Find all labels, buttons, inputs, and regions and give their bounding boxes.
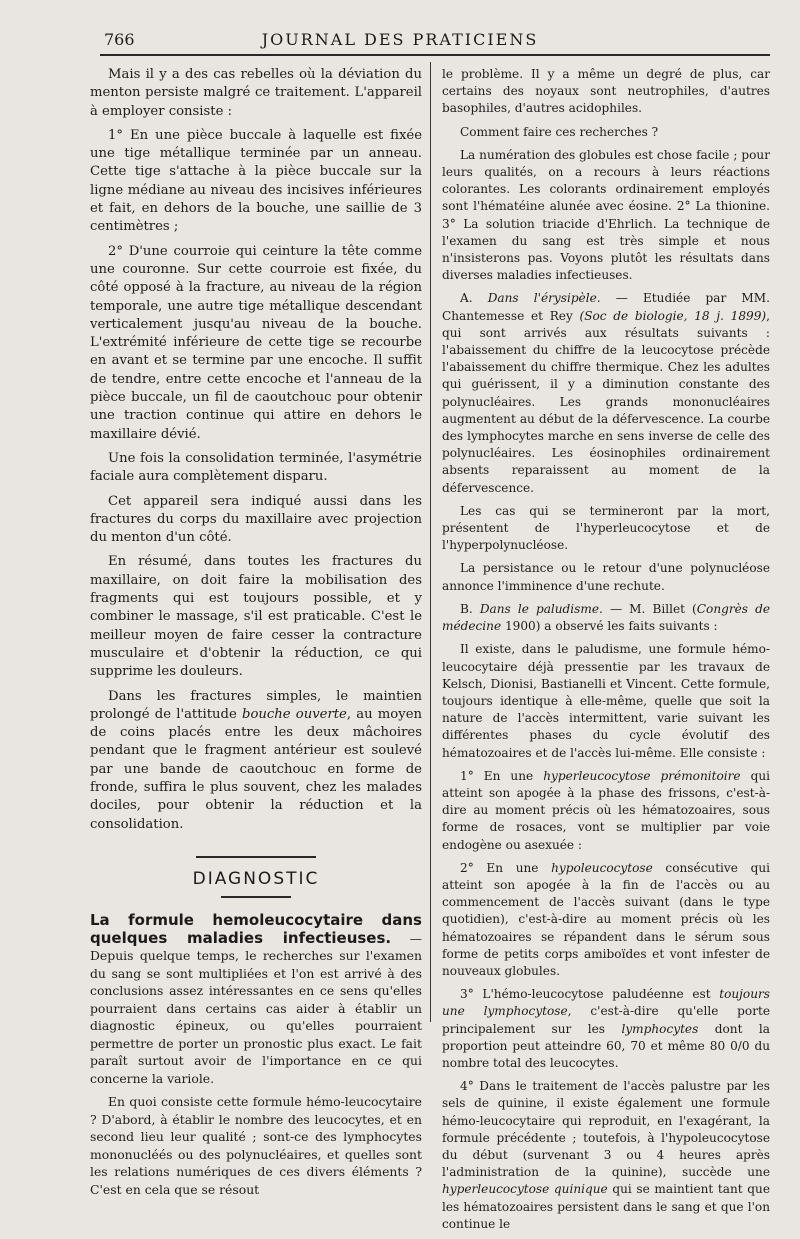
italic-run: hyperleucocytose prémonitoire [543,768,741,783]
paragraph [442,860,770,980]
paragraph [442,768,770,854]
section-rule [196,856,316,858]
paragraph: En résumé, dans toutes les fractures du maxillaire, on doit faire la mobilisation des fragments qui est toujours possible, et y combiner le massage, s'il est praticable. C'est le meilleur moyen de faire cesser la contracture musculaire et d'obtenir la réduction, ce qui supprime les douleurs. [90,554,422,680]
text-run: — M. Billet ( [602,601,697,616]
paragraph: Cet appareil sera indiqué aussi dans les fractures du corps du maxillaire avec projection du menton d'un côté. [90,493,422,546]
paragraph: En quoi consiste cette formule hémo-leucocytaire ? D'abord, à établir le nombre des leucocytes, et en second lieu leur qualité ; sont-ce des lymphocytes mononucléés ou des polynucléaires, et quelles sont les relations numériques de ces divers éléments ? C'est en cela que se résout [90,1094,422,1197]
paragraph [442,290,770,496]
paragraph: La persistance ou le retour d'une polynucléose annonce l'imminence d'une rechute. [442,561,770,593]
text-run: B. [460,601,480,616]
text-run: 1900) a observé les faits suivants : [501,619,718,634]
italic-run: lymphocytes [621,1021,699,1036]
paragraph: 2° D'une courroie qui ceinture la tête comme une couronne. Sur cette courroie est fixée, du côté opposé à la fracture, au niveau de la région temporale, une autre tige métallique descendant verticalement jusqu'au niveau de la bouche. L'extrémité inférieure de cette tige se recourbe en avant et se termine par une encoche. Il suffit de tendre, entre cette encoche et l'anneau de la pièce buccale, un fil de caoutchouc pour obtenir une traction continue qui attire en dehors le maxillaire dévié. [90,243,422,442]
paragraph: Une fois la consolidation terminée, l'asymétrie faciale aura complètement disparu. [90,450,422,485]
section-heading [90,856,422,898]
text-run: dont la proportion peut atteindre 60, 70 et même 80 0/0 du nombre total des leucocytes. [442,1021,770,1070]
paragraph: La numération des globules est chose facile ; pour leurs qualités, on a recours à leurs réactions colorantes. Les colorants ordinairement employés sont l'hématéine alunée avec éosine. 2° La thionine. 3° La solution triacide d'Ehrlich. La technique de l'examen du sang est très simple et nous n'insisterons pas. Voyons plutôt les résultats dans diverses maladies infectieuses. [442,147,770,283]
paragraph: Mais il y a des cas rebelles où la déviation du menton persiste malgré ce traitement. L'appareil à employer consiste : [90,67,422,119]
paragraph: Il existe, dans le paludisme, une formule hémo-leucocytaire déjà pressentie par les travaux de Kelsch, Dionisi, Bastianelli et Vincent. Cette formule, toujours identique à elle-même, quelle que soit la nature de l'accès intermittent, varie suivant les différentes phases du cycle évolutif des hématozoaires et de l'accès lui-même. Elle consiste : [442,642,770,760]
text-run: — Etudiée par MM. Chantemesse et Rey [442,291,770,323]
right-column [442,66,770,1239]
page-number: 766 [104,30,135,49]
text-run: , c'est-à-dire qu'elle porte principalement sur les [442,1004,771,1036]
italic-run: hypoleucocytose [551,860,653,875]
text-run: 4° Dans le traitement de l'accès palustre par les sels de quinine, il existe également une formule hémo-leucocytaire qui reproduit, en l'exagérant, la formule précédente ; toutefois, à l'hypoleucocytose du début (survenant 3 ou 4 heures après l'administration de la quinine), succède une [442,1079,770,1180]
section-rule [221,896,291,898]
paragraph: Comment faire ces recherches ? [460,124,659,139]
paragraph [90,688,422,834]
running-title: JOURNAL DES PRATICIENS [261,30,539,49]
paragraph [442,601,770,635]
text-run: A. [460,291,488,306]
text-run: qui atteint son apogée à la phase des frissons, c'est-à-dire au moment précis où les hématozoaires, sous forme de rosaces, vont se multiplier par voie endogène ou asexuée : [442,768,770,852]
column-divider [430,62,431,1022]
text-run: , au moyen de coins placés entre les deux mâchoires pendant que le fragment antérieur est soulevé par une bande de caoutchouc en forme de fronde, suffira le plus souvent, chez les malades dociles, pour obtenir la réduction et la consolidation. [90,706,422,832]
paragraph [442,1078,770,1233]
text-run: 2° En une [460,860,552,875]
text-run: Dans les fractures simples, le maintien prolongé de l'attitude [90,688,422,722]
italic-run: Dans l'érysipèle. [487,291,601,306]
text-run: — Depuis quelque temps, le recherches sur l'examen du sang se sont multipliées et l'on est arrivé à des conclusions assez intéressantes en ce sens qu'elles pourraient dans certains cas aider à établir un diagnostic épineux, ou qu'elles pourraient permettre de porter un pronostic plus exact. Le fait paraît surtout avoir de l'importance en ce qui concerne la variole. [90,930,422,1086]
italic-run: Dans le paludisme. [479,601,603,616]
header-rule [100,54,770,56]
paragraph: 1° En une pièce buccale à laquelle est fixée une tige métallique terminée par un anneau. Cette tige s'attache à la pièce buccale sur la ligne médiane au niveau des incisives inférieures et fait, en dehors de la bouche, une saillie de 3 centimètres ; [90,127,422,235]
left-column [90,66,422,1204]
text-run: consécutive qui atteint son apogée à la fin de l'accès ou au commencement de l'accès suivant (dans le type quotidien), c'est-à-dire au moment précis où les hématozoaires se répandent dans le sérum sous forme de petits corps amiboïdes et vont infester de nouveaux globules. [442,860,770,978]
article-title: La formule hemoleucocytaire dans quelques maladies infectieuses. [90,911,422,947]
text-run: qui se maintient tant que les hématozoaires persistent dans le sang et que l'on continue le [442,1182,770,1231]
paragraph: Les cas qui se termineront par la mort, présentent de l'hyperleucocytose et de l'hyperpolynucléose. [442,503,770,553]
lead-paragraph [90,912,422,1087]
paragraph [442,986,770,1072]
section-title: DIAGNOSTIC [192,868,320,889]
paragraph: le problème. Il y a même un degré de plus, car certains des noyaux sont neutrophiles, d'autres basophiles, d'autres acidophiles. [442,67,770,116]
italic-run: hyperleucocytose quinique [442,1182,608,1197]
italic-run: toujours une lymphocytose [442,987,770,1019]
italic-run: Congrès de médecine [442,601,770,634]
text-run: , qui sont arrivés aux résultats suivants : l'abaissement du chiffre de la leucocytose précède l'abaissement du chiffre thermique. Chez les adultes qui guérissent, il y a diminution constante des polynucléaires. Les grands mononucléaires augmentent au début de la défervescence. La courbe des lymphocytes marche en sens inverse de celle des polynucléaires. Les éosinophiles ordinairement absents reparaissent au moment de la défervescence. [442,308,770,495]
text-run: 3° L'hémo-leucocytose paludéenne est [460,987,720,1002]
text-run: 1° En une [460,768,544,783]
italic-run: bouche ouverte [242,706,347,722]
italic-run: (Soc de biologie, 18 j. 1899) [579,308,767,323]
page-header [0,0,800,58]
